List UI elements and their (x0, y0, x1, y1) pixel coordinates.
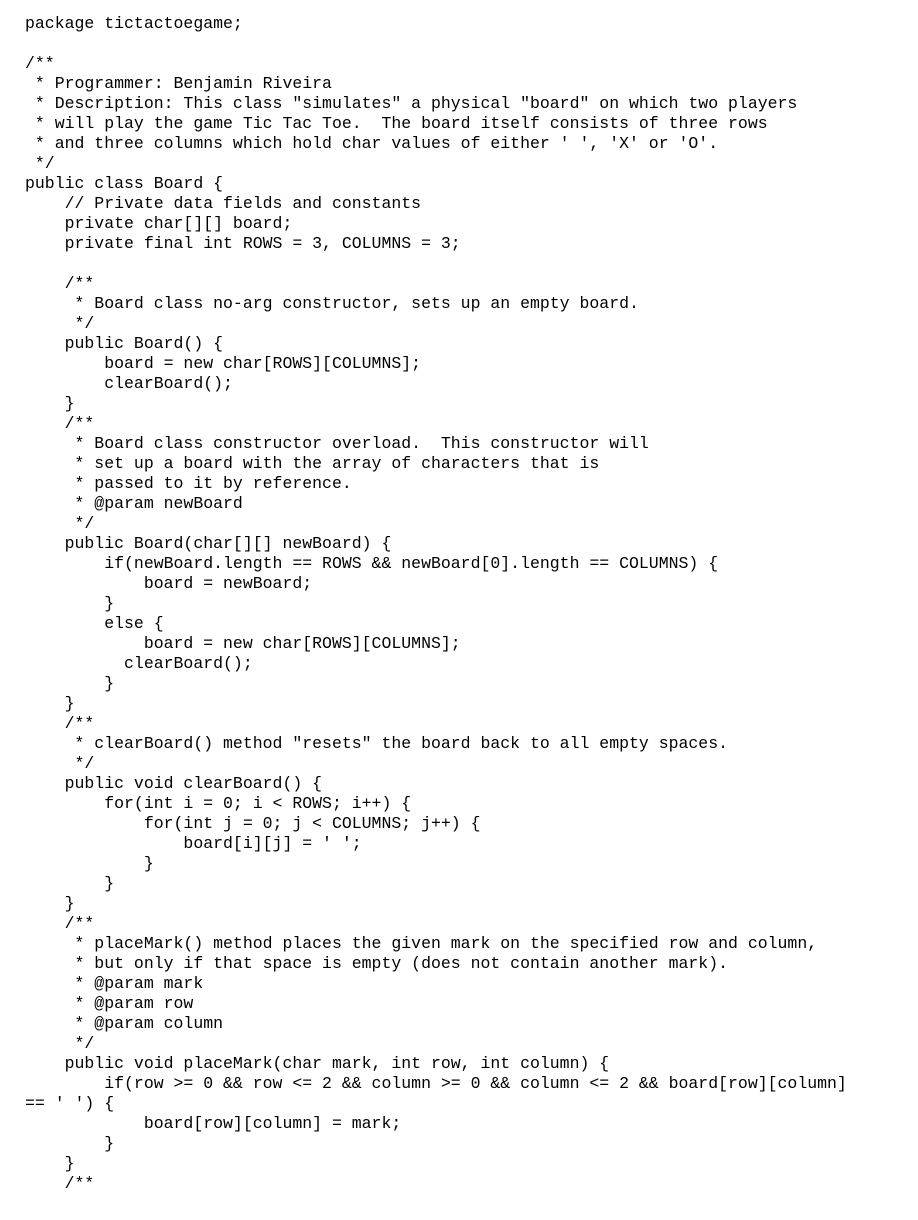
code-line: } (25, 694, 75, 713)
code-line: * @param row (25, 994, 194, 1013)
code-line (25, 1194, 905, 1214)
code-line: public Board(char[][] newBoard) { (25, 534, 392, 553)
code-line: */ (25, 154, 55, 173)
code-line: /** (25, 274, 95, 293)
code-line: clearBoard(); (25, 654, 253, 673)
code-line: * @param mark (25, 974, 204, 993)
code-line: * Description: This class "simulates" a physical "board" on which two players (25, 94, 798, 113)
code-line: */ (25, 754, 95, 773)
code-line: } (25, 1154, 75, 1173)
code-line: else { (25, 614, 164, 633)
code-line: public void clearBoard() { (25, 774, 323, 793)
code-line: * Board class no-arg constructor, sets up an empty board. (25, 294, 639, 313)
code-line: package tictactoegame; (25, 14, 243, 33)
code-line: * passed to it by reference. (25, 474, 352, 493)
code-line: } (25, 674, 115, 693)
code-line: } (25, 894, 75, 913)
code-block (25, 14, 905, 1214)
code-line: */ (25, 314, 95, 333)
code-line: if(newBoard.length == ROWS && newBoard[0].length == COLUMNS) { (25, 554, 719, 573)
code-line: board = new char[ROWS][COLUMNS]; (25, 634, 461, 653)
code-line: * will play the game Tic Tac Toe. The board itself consists of three rows (25, 114, 768, 133)
code-line (25, 34, 905, 54)
code-document (25, 14, 905, 1214)
code-line: } (25, 1134, 115, 1153)
code-line: * @param column (25, 1014, 224, 1033)
code-line: public Board() { (25, 334, 224, 353)
code-line: /** (25, 914, 95, 933)
code-line: for(int j = 0; j < COLUMNS; j++) { (25, 814, 481, 833)
code-line: if(row >= 0 && row <= 2 && column >= 0 && column <= 2 && board[row][column] (25, 1074, 847, 1093)
code-line: clearBoard(); (25, 374, 233, 393)
code-line: /** (25, 414, 95, 433)
code-line: /** (25, 1174, 95, 1193)
code-line: for(int i = 0; i < ROWS; i++) { (25, 794, 412, 813)
code-line: * set up a board with the array of characters that is (25, 454, 600, 473)
code-line: board[i][j] = ' '; (25, 834, 362, 853)
code-line: board = newBoard; (25, 574, 313, 593)
code-line: board = new char[ROWS][COLUMNS]; (25, 354, 422, 373)
code-line: * Board class constructor overload. This constructor will (25, 434, 649, 453)
code-line: board[row][column] = mark; (25, 1114, 402, 1133)
code-line: /** (25, 714, 95, 733)
code-line: * placeMark() method places the given mark on the specified row and column, (25, 934, 818, 953)
code-line: * but only if that space is empty (does not contain another mark). (25, 954, 729, 973)
code-line: } (25, 854, 154, 873)
code-line: } (25, 874, 115, 893)
code-line: } (25, 594, 115, 613)
code-line: private final int ROWS = 3, COLUMNS = 3; (25, 234, 461, 253)
code-line: } (25, 394, 75, 413)
code-line: */ (25, 1034, 95, 1053)
code-line (25, 254, 905, 274)
code-line: * Programmer: Benjamin Riveira (25, 74, 332, 93)
code-line: * @param newBoard (25, 494, 243, 513)
code-line: * clearBoard() method "resets" the board back to all empty spaces. (25, 734, 729, 753)
code-line: private char[][] board; (25, 214, 293, 233)
code-line: */ (25, 514, 95, 533)
code-line: * and three columns which hold char values of either ' ', 'X' or 'O'. (25, 134, 719, 153)
code-line: /** (25, 54, 55, 73)
code-line: // Private data fields and constants (25, 194, 422, 213)
code-line: public class Board { (25, 174, 224, 193)
code-line: public void placeMark(char mark, int row, int column) { (25, 1054, 610, 1073)
code-line: == ' ') { (25, 1094, 115, 1113)
